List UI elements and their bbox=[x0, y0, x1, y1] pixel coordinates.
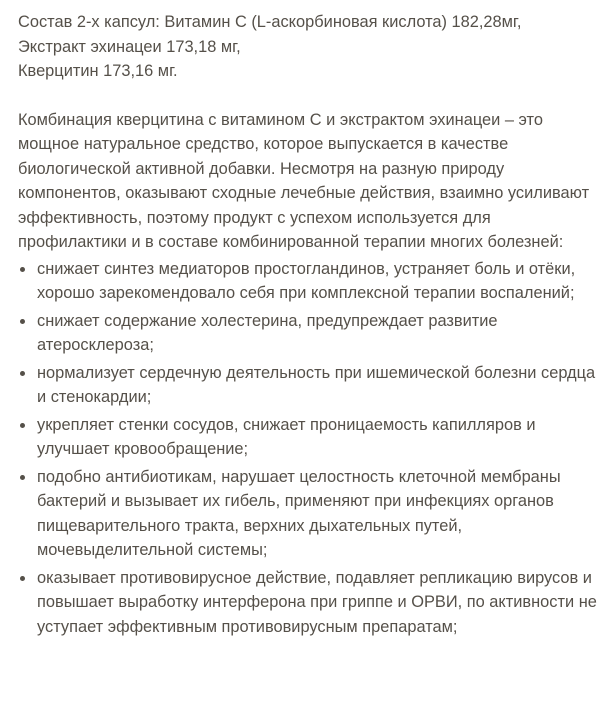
list-item-text: укрепляет стенки сосудов, снижает проницаемость капилляров и улучшает кровообращение; bbox=[37, 415, 536, 458]
list-item-text: нормализует сердечную деятельность при ишемической болезни сердца и стенокардии; bbox=[37, 363, 596, 406]
list-item-text: снижает содержание холестерина, предупреждает развитие атеросклероза; bbox=[37, 311, 498, 354]
description-paragraph: Комбинация кверцитина с витамином С и экстрактом эхинацеи – это мощное натуральное средство, которое выпускается в качестве биологической активной добавки. Несмотря на разную природу компонентов, оказывают сходные лечебные действия, взаимно усиливают эффективность, поэтому продукт с успехом используется для профилактики и в составе комбинированной терапии многих болезней: bbox=[18, 110, 590, 251]
bullet-icon bbox=[20, 319, 25, 324]
composition-block bbox=[18, 10, 598, 84]
composition-line-echinacea: Экстракт эхинацеи 173,18 мг, bbox=[18, 37, 241, 56]
benefits-list bbox=[18, 257, 598, 640]
list-item-text: оказывает противовирусное действие, подавляет репликацию вирусов и повышает выработку интерферона при гриппе и ОРВИ, по активности не уступает эффективным противовирусным препаратам; bbox=[37, 568, 597, 636]
bullet-icon bbox=[20, 576, 25, 581]
list-item bbox=[18, 309, 598, 358]
list-item bbox=[18, 566, 598, 640]
bullet-icon bbox=[20, 475, 25, 480]
list-item bbox=[18, 361, 598, 410]
bullet-icon bbox=[20, 267, 25, 272]
bullet-icon bbox=[20, 423, 25, 428]
composition-line-vitamin-c: Состав 2-х капсул: Витамин С (L-аскорбиновая кислота) 182,28мг, bbox=[18, 13, 522, 31]
list-item bbox=[18, 257, 598, 306]
bullet-icon bbox=[20, 371, 25, 376]
composition-line-quercetin: Кверцитин 173,16 мг. bbox=[18, 62, 178, 80]
list-item-text: подобно антибиотикам, нарушает целостность клеточной мембраны бактерий и вызывает их гибель, применяют при инфекциях органов пищеварительного тракта, верхних дыхательных путей, мочевыделительной системы; bbox=[37, 467, 561, 559]
list-item bbox=[18, 465, 598, 563]
list-item bbox=[18, 413, 598, 462]
list-item-text: снижает синтез медиаторов простогландинов, устраняет боль и отёки, хорошо зарекомендовало себя при комплексной терапии воспалений; bbox=[37, 259, 576, 302]
article-content bbox=[18, 10, 598, 642]
